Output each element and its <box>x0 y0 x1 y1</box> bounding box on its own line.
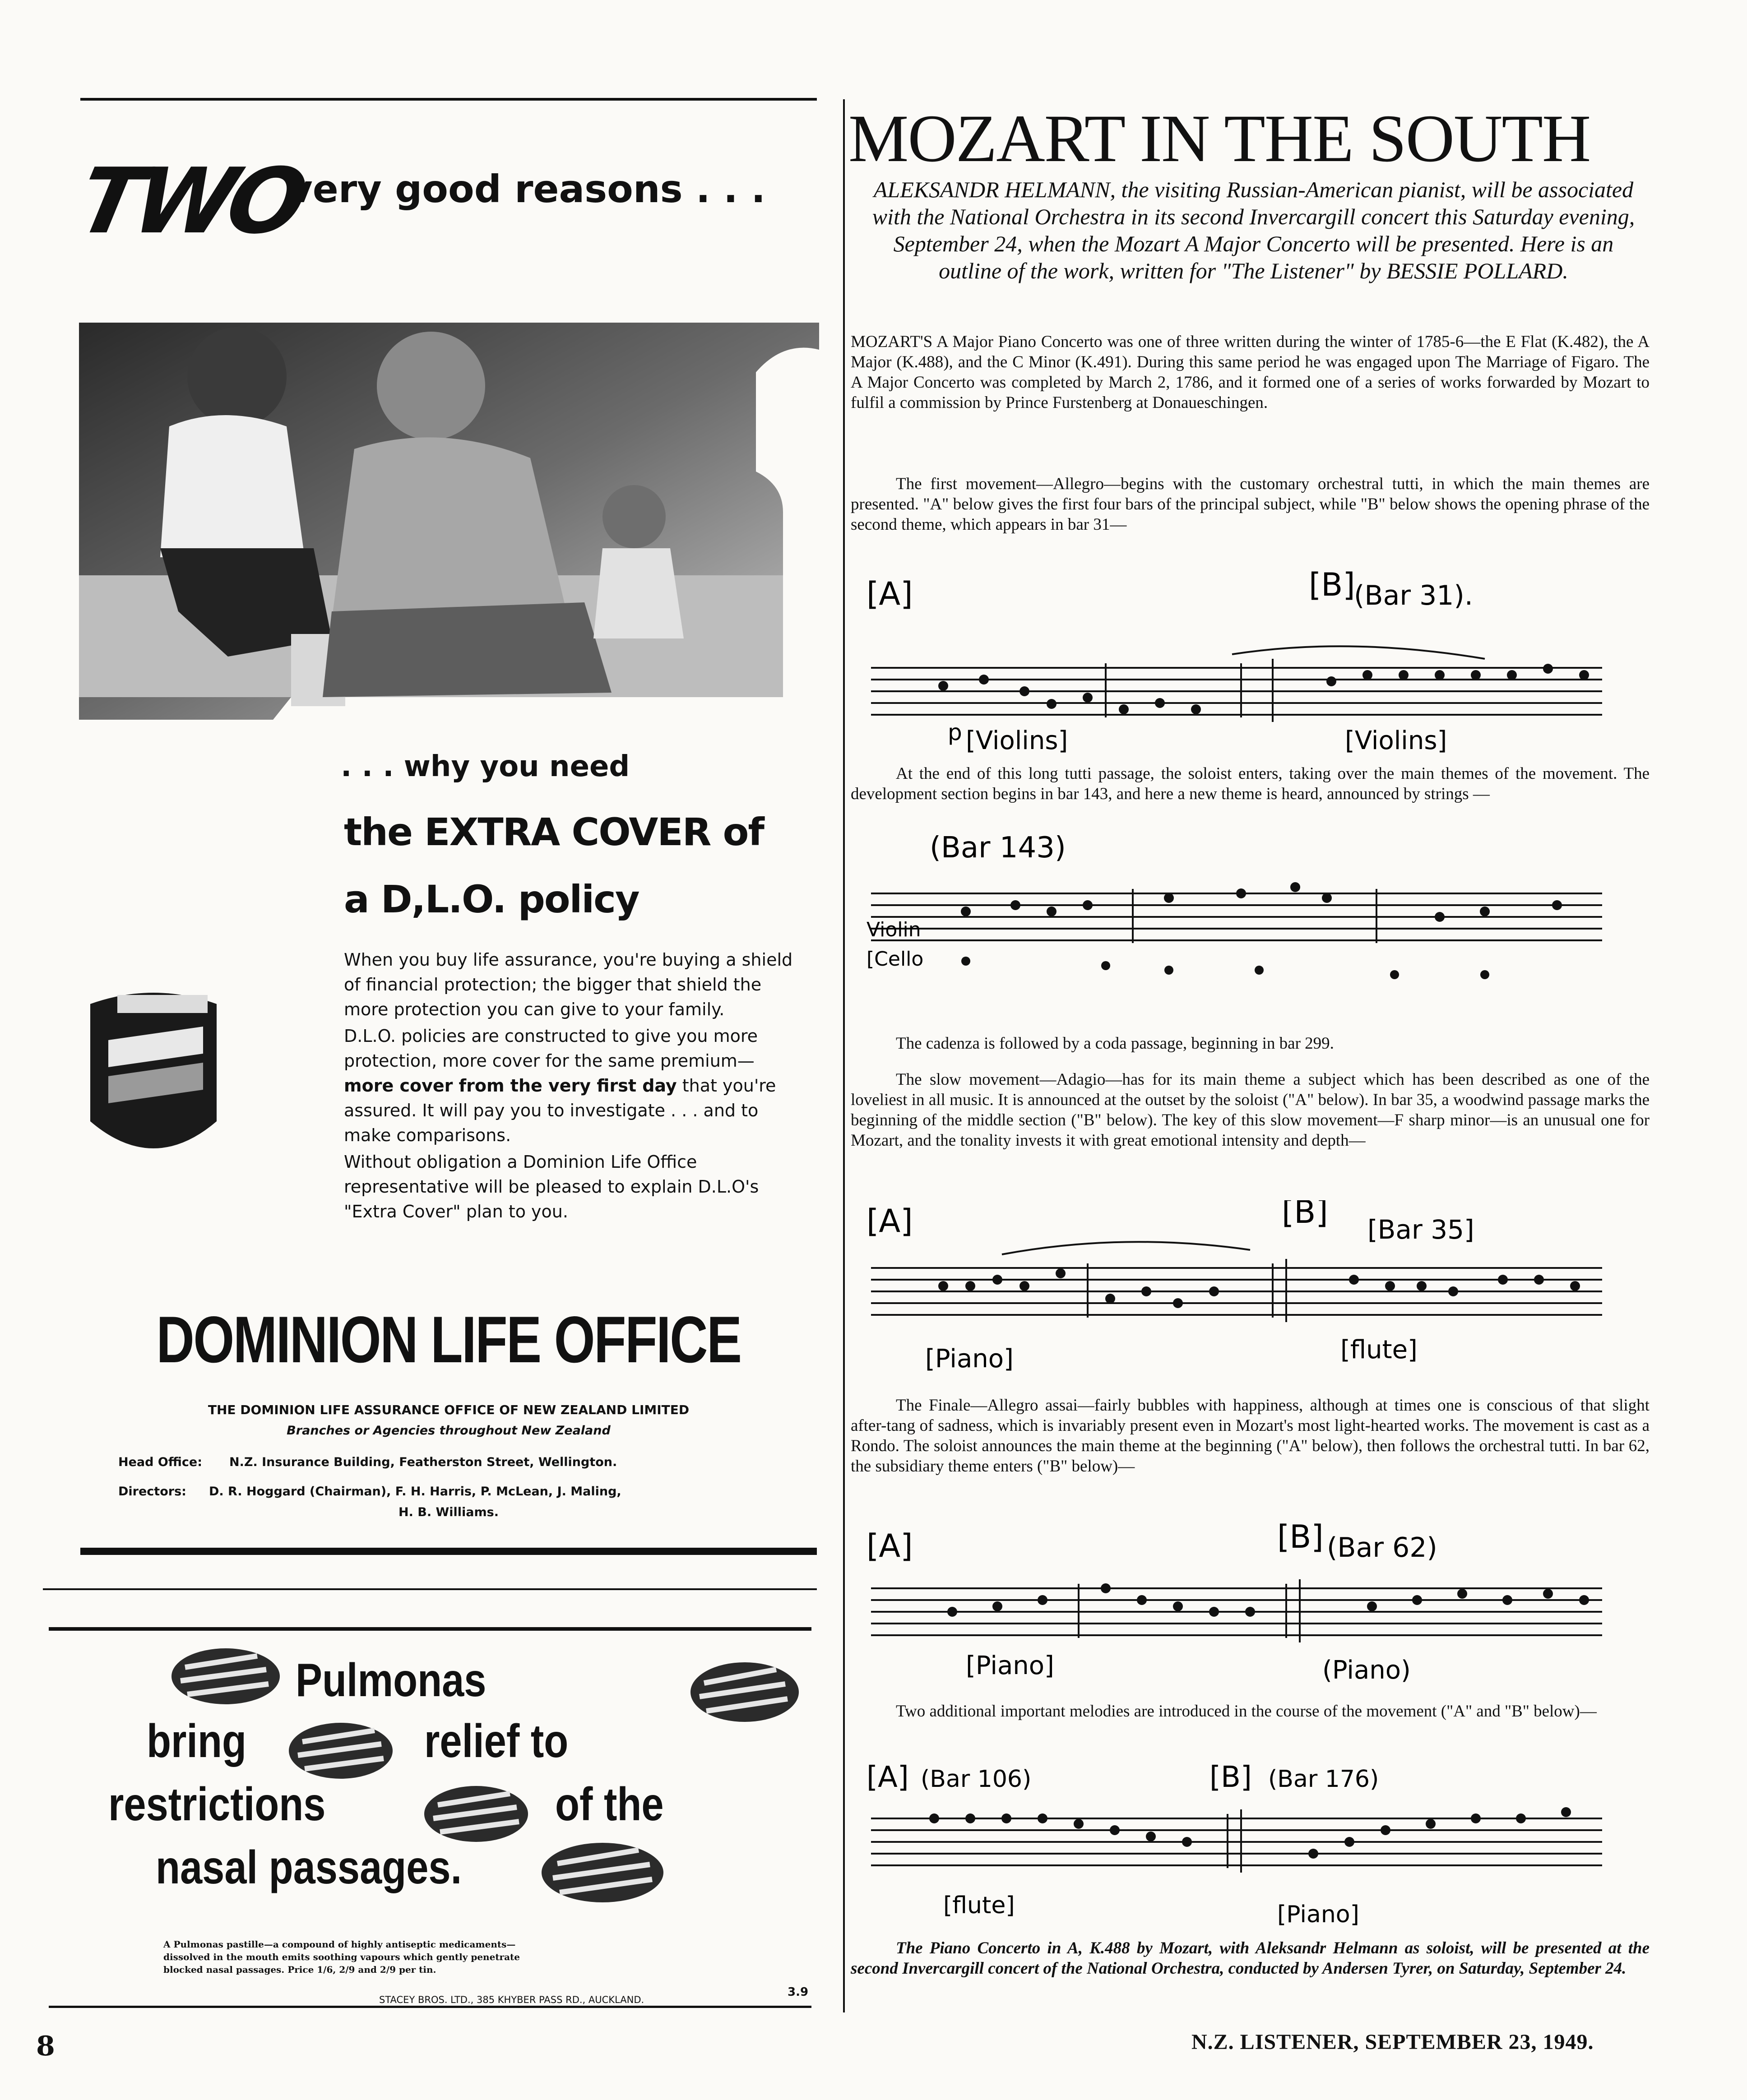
pulmonas-line2a: bring <box>147 1715 246 1767</box>
ad-para-2: D.L.O. policies are constructed to give you more protection, more cover for the same premium—more cover from the very first day that you're assured. It will pay you to investigate . . . and to make comparisons. <box>344 1026 776 1145</box>
ad-headline <box>69 149 820 254</box>
pulmonas-bottom-rule <box>49 2006 811 2008</box>
music-example-1 <box>853 569 1647 758</box>
children-photo <box>79 323 819 720</box>
ad-separator <box>43 1588 817 1590</box>
music-staff-1 <box>853 569 1647 758</box>
ad-body <box>344 948 795 1224</box>
ad-para-3: Without obligation a Dominion Life Office representative will be pleased to explain D.L.O's "Extra Cover" plan to you. <box>344 1152 759 1221</box>
article-title: MOZART IN THE SOUTH <box>848 101 1590 176</box>
article-closing: The Piano Concerto in A, K.488 by Mozart, with Aleksandr Helmann as soloist, will be presented at the second Invercargill concert of the National Orchestra, conducted by Andersen Tyrer, on Saturday, September 24. <box>851 1939 1650 1978</box>
article-p5: The slow movement—Adagio—has for its main theme a subject which has been described as one of the loveliest in all music. It is announced at the outset by the soloist ("A" below). In bar 35, a woodwind passage marks the beginning of the middle section ("B" below). The key of this slow movement—F sharp minor—is an unusual one for Mozart, and the tonality invests it with great emotional intensity and depth— <box>851 1070 1650 1150</box>
svg-text:(Bar 31).: (Bar 31). <box>1354 580 1473 611</box>
pastille-icon <box>686 1656 803 1728</box>
directors-line-2: H. B. Williams. <box>399 1505 499 1519</box>
svg-text:[A]: [A] <box>867 1527 913 1564</box>
pulmonas-line3b: of the <box>555 1778 664 1831</box>
why-you-need: . . . why you need <box>341 750 630 783</box>
pulmonas-line3a: restrictions <box>108 1778 326 1831</box>
svg-text:[B]: [B] <box>1282 1200 1328 1230</box>
ad-bottom-rule <box>80 1548 817 1555</box>
music-example-3 <box>853 1200 1647 1385</box>
music-staff-5 <box>853 1751 1647 1931</box>
shield-illustration <box>81 986 226 1175</box>
pastille-icon <box>167 1642 284 1710</box>
svg-text:[Violins]: [Violins] <box>1345 726 1447 755</box>
article-p6: The Finale—Allegro assai—fairly bubbles with happiness, although at times one is conscious of that slight after-tang of sadness, which is invariably present even in Mozart's most light-hearted works. The movement is cast as a Rondo. The soloist announces the main theme at the beginning ("A" below), then follows the orchestral tutti. In bar 62, the subsidiary theme enters ("B" below)— <box>851 1396 1650 1476</box>
svg-text:[Cello: [Cello <box>867 948 924 971</box>
extra-cover-line2: a D,L.O. policy <box>344 877 639 921</box>
svg-text:[B]: [B] <box>1209 1761 1252 1794</box>
svg-text:[B]: [B] <box>1309 569 1355 603</box>
svg-text:[A]: [A] <box>867 575 913 612</box>
article-intro: ALEKSANDR HELMANN, the visiting Russian-American pianist, will be associated with the National Orchestra in its second Invercargill concert this Saturday evening, September 24, when the Mozart A Major Concerto will be presented. Here is an outline of the work, written for "The Listener" by BESSIE POLLARD. <box>872 177 1635 283</box>
svg-text:(Bar 143): (Bar 143) <box>930 831 1066 865</box>
svg-text:[flute]: [flute] <box>1340 1335 1418 1365</box>
directors-line: Directors: D. R. Hoggard (Chairman), F. H. Harris, P. McLean, J. Maling, <box>118 1485 621 1499</box>
article-p2: The first movement—Allegro—begins with the customary orchestral tutti, in which the main themes are presented. "A" below gives the first four bars of the principal subject, while "B" below shows the opening phrase of the second theme, which appears in bar 31— <box>851 475 1650 534</box>
article-p3: At the end of this long tutti passage, the soloist enters, taking over the main themes of the movement. The development section begins in bar 143, and here a new theme is heard, announced by strings — <box>851 764 1650 803</box>
column-divider <box>843 99 845 2012</box>
pulmonas-fine-print: A Pulmonas pastille—a compound of highly antiseptic medicaments— dissolved in the mouth emits soothing vapours which gently penetrate blocked nasal passages. Price 1/6, 2/9 and 2/9 per tin. <box>163 1939 520 1975</box>
pulmonas-line2b: relief to <box>424 1715 569 1767</box>
svg-text:[Bar 35]: [Bar 35] <box>1367 1214 1474 1245</box>
article-p1: MOZART'S A Major Piano Concerto was one of three written during the winter of 1785-6—the E Flat (K.482), the A Major (K.488), and the C Minor (K.491). During this same period he was engaged upon The Marriage of Figaro. The A Major Concerto was completed by March 2, 1786, and it formed one of a series of works forwarded by Mozart to fulfil a commission by Prince Furstenberg at Donaueschingen. <box>851 333 1650 412</box>
pulmonas-maker: STACEY BROS. LTD., 385 KHYBER PASS RD., AUCKLAND. <box>379 1994 644 2005</box>
music-example-2 <box>853 830 1647 1020</box>
pastille-icon <box>420 1780 533 1848</box>
music-staff-2 <box>853 830 1647 1020</box>
pastille-icon <box>537 1836 668 1909</box>
music-example-5 <box>853 1751 1647 1931</box>
svg-text:[Violins]: [Violins] <box>966 726 1068 755</box>
music-staff-4 <box>853 1521 1647 1701</box>
svg-text:[Piano]: [Piano] <box>966 1651 1054 1680</box>
svg-text:[Piano]: [Piano] <box>1277 1901 1359 1928</box>
article-p4: The cadenza is followed by a coda passage, beginning in bar 299. <box>896 1034 1334 1053</box>
pulmonas-line1: Pulmonas <box>296 1654 487 1707</box>
article-p7: Two additional important melodies are introduced in the course of the movement ("A" and "B" below)— <box>896 1702 1597 1721</box>
pulmonas-top-rule <box>49 1627 811 1631</box>
svg-text:[B]: [B] <box>1277 1521 1324 1555</box>
top-rule-left <box>80 98 817 101</box>
pulmonas-ad <box>45 1638 817 2044</box>
extra-cover-line1: the EXTRA COVER of <box>344 810 764 854</box>
head-office-line: Head Office: N.Z. Insurance Building, Featherston Street, Wellington. <box>118 1455 617 1469</box>
company-full-name: THE DOMINION LIFE ASSURANCE OFFICE OF NEW ZEALAND LIMITED <box>208 1402 690 1417</box>
pastille-icon <box>284 1717 397 1785</box>
pulmonas-code: 3.9 <box>788 1985 809 1999</box>
svg-text:Violin: Violin <box>867 918 921 941</box>
svg-text:(Piano): (Piano) <box>1322 1656 1411 1685</box>
svg-text:p: p <box>948 719 962 745</box>
shield-icon <box>81 986 226 1175</box>
publication-line: N.Z. LISTENER, SEPTEMBER 23, 1949. <box>1191 2030 1594 2054</box>
svg-text:[flute]: [flute] <box>943 1892 1015 1919</box>
svg-text:(Bar 62): (Bar 62) <box>1327 1532 1437 1563</box>
page-number: 8 <box>36 2031 55 2062</box>
music-staff-3 <box>853 1200 1647 1385</box>
ad-para-1: When you buy life assurance, you're buying a shield of financial protection; the bigger that shield the more protection you can give to your family. <box>344 950 793 1019</box>
branches-line: Branches or Agencies throughout New Zealand <box>287 1424 611 1438</box>
svg-text:[A]: [A] <box>867 1761 909 1794</box>
company-name: DOMINION LIFE OFFICE <box>156 1303 741 1376</box>
svg-text:(Bar 106): (Bar 106) <box>921 1766 1032 1793</box>
children-photo-graphic <box>79 323 819 720</box>
svg-text:[A]: [A] <box>867 1203 913 1240</box>
svg-text:[Piano]: [Piano] <box>925 1344 1014 1374</box>
headline-two: TWO <box>69 149 310 254</box>
music-example-4 <box>853 1521 1647 1701</box>
svg-text:(Bar 176): (Bar 176) <box>1268 1766 1379 1793</box>
pulmonas-line4: nasal passages. <box>156 1841 462 1894</box>
headline-rest: very good reasons . . . <box>288 167 766 211</box>
